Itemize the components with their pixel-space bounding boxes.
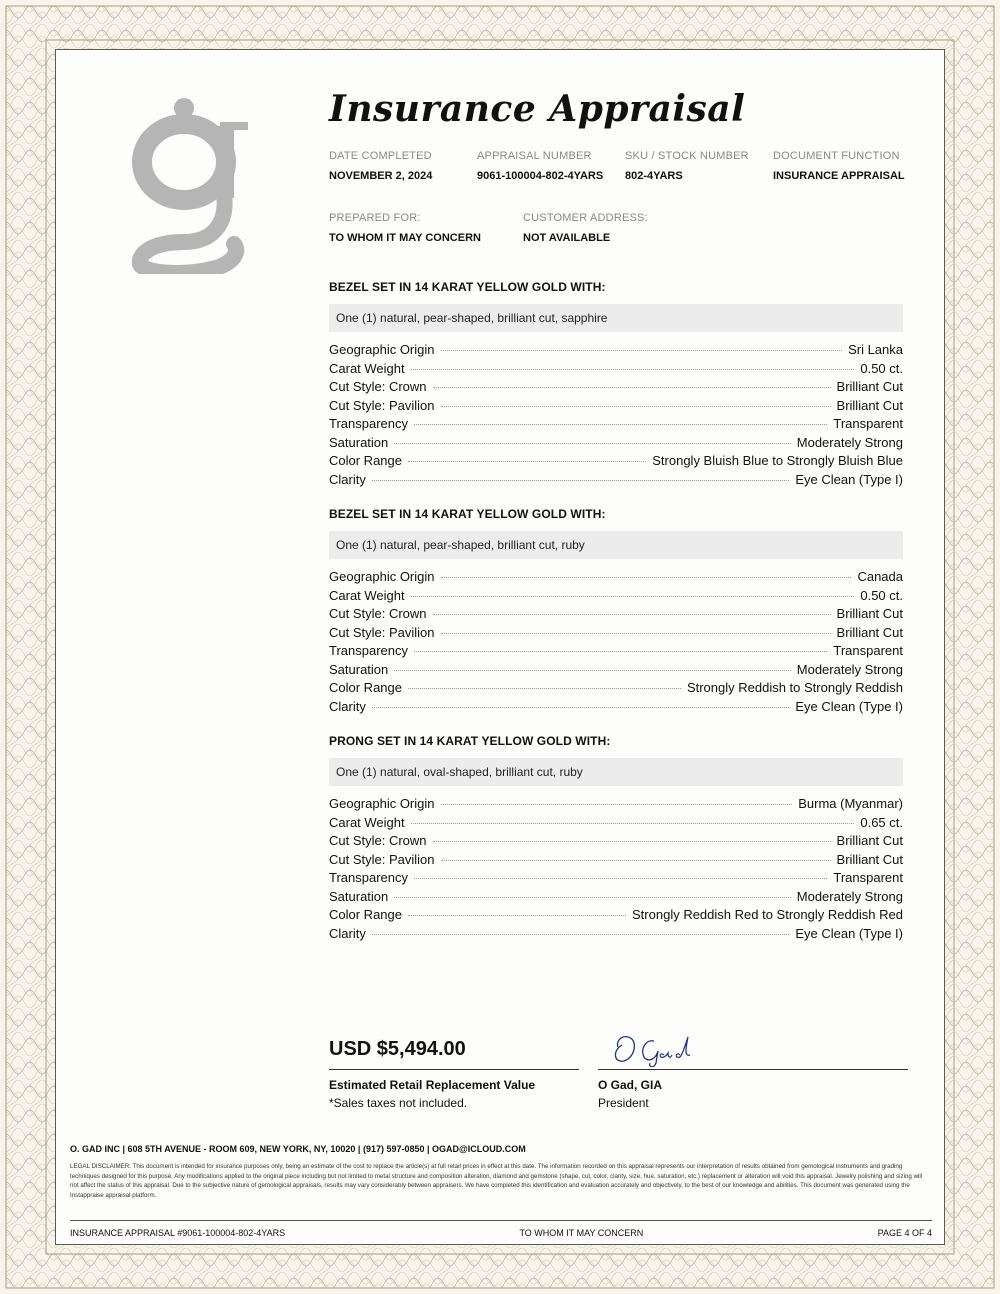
spec-row [329, 680, 903, 699]
spec-row [329, 625, 903, 644]
spec-label: Cut Style: Crown [329, 606, 427, 621]
spec-label: Geographic Origin [329, 569, 435, 584]
appraisal-meta [329, 150, 919, 182]
spec-value: Canada [857, 569, 903, 584]
spec-row [329, 588, 903, 607]
dot-leader [372, 934, 790, 935]
stone-description: One (1) natural, oval-shaped, brilliant cut, ruby [329, 758, 903, 786]
meta-value: 9061-100004-802-4YARS [477, 170, 604, 182]
spec-value: Moderately Strong [796, 888, 903, 904]
spec-label: Color Range [329, 907, 402, 922]
signature-block [598, 1035, 908, 1110]
meta-value: TO WHOM IT MAY CONCERN [329, 232, 481, 244]
valuation-label: Estimated Retail Replacement Value [329, 1078, 536, 1092]
valuation-block [329, 1035, 579, 1110]
spec-value: Burma (Myanmar) [798, 796, 903, 811]
spec-label: Transparency [329, 416, 408, 431]
section-heading: BEZEL SET IN 14 KARAT YELLOW GOLD WITH: [329, 280, 606, 294]
dot-leader [408, 688, 681, 689]
spec-value: Brilliant Cut [836, 624, 903, 640]
spec-label: Carat Weight [329, 360, 405, 376]
footer-appraisal-id: INSURANCE APPRAISAL #9061-100004-802-4YARS [70, 1228, 286, 1238]
spec-row [329, 643, 903, 662]
dot-leader [441, 633, 831, 634]
signer-title: President [598, 1096, 649, 1110]
dot-leader [408, 915, 626, 916]
dot-leader [411, 369, 855, 370]
spec-label: Saturation [329, 434, 389, 450]
spec-value: Strongly Reddish to Strongly Reddish [686, 680, 903, 695]
spec-row [329, 342, 903, 361]
spec-label: Cut Style: Crown [329, 833, 427, 848]
spec-row [329, 398, 903, 417]
spec-value: 0.65 ct. [860, 814, 903, 830]
spec-list [329, 796, 903, 944]
spec-row [329, 907, 903, 926]
meta-value: 802-4YARS [625, 170, 683, 182]
meta-label: SKU / STOCK NUMBER [625, 150, 749, 162]
spec-row [329, 870, 903, 889]
spec-row [329, 472, 903, 491]
spec-label: Cut Style: Crown [329, 379, 427, 394]
dot-leader [372, 707, 790, 708]
spec-value: Brilliant Cut [836, 833, 903, 848]
spec-label: Geographic Origin [329, 796, 435, 811]
spec-value: Transparent [833, 416, 903, 431]
stone-section-1 [329, 280, 903, 490]
spec-label: Clarity [329, 925, 366, 941]
dot-leader [394, 443, 791, 444]
spec-label: Transparency [329, 870, 408, 885]
meta-value: INSURANCE APPRAISAL [773, 170, 905, 182]
dot-leader [414, 651, 827, 652]
company-info: O. GAD INC | 608 5TH AVENUE - ROOM 609, NEW YORK, NY, 10020 | (917) 597-0850 | OGAD@ICLOUD.COM [70, 1144, 526, 1154]
prepared-for [329, 212, 523, 244]
spec-row [329, 435, 903, 454]
stone-description: One (1) natural, pear-shaped, brilliant cut, ruby [329, 531, 903, 559]
spec-row [329, 796, 903, 815]
page-title: Insurance Appraisal [329, 88, 746, 130]
dot-leader [411, 823, 855, 824]
spec-row [329, 833, 903, 852]
meta-date [329, 150, 477, 182]
dot-leader [414, 878, 827, 879]
spec-value: Brilliant Cut [836, 851, 903, 867]
dot-leader [394, 897, 791, 898]
spec-value: Eye Clean (Type I) [795, 471, 903, 487]
spec-value: Transparent [833, 643, 903, 658]
spec-label: Clarity [329, 471, 366, 487]
spec-value: Brilliant Cut [836, 397, 903, 413]
spec-label: Cut Style: Pavilion [329, 624, 435, 640]
dot-leader [433, 841, 831, 842]
stone-description: One (1) natural, pear-shaped, brilliant cut, sapphire [329, 304, 903, 332]
stone-section-2 [329, 507, 903, 717]
spec-row [329, 416, 903, 435]
handwritten-signature [608, 1033, 708, 1067]
meta-label: DOCUMENT FUNCTION [773, 150, 900, 162]
spec-row [329, 926, 903, 945]
spec-label: Color Range [329, 453, 402, 468]
meta-label: CUSTOMER ADDRESS: [523, 212, 648, 224]
meta-label: DATE COMPLETED [329, 150, 432, 162]
spec-label: Saturation [329, 888, 389, 904]
dot-leader [414, 424, 827, 425]
meta-value: NOT AVAILABLE [523, 232, 611, 244]
spec-row [329, 852, 903, 871]
spec-list [329, 342, 903, 490]
spec-label: Carat Weight [329, 587, 405, 603]
dot-leader [433, 387, 831, 388]
meta-label: APPRAISAL NUMBER [477, 150, 592, 162]
footer-recipient: TO WHOM IT MAY CONCERN [519, 1228, 644, 1238]
meta-document-function [773, 150, 921, 182]
prepared-info [329, 212, 717, 244]
spec-label: Clarity [329, 698, 366, 714]
spec-row [329, 361, 903, 380]
section-heading: BEZEL SET IN 14 KARAT YELLOW GOLD WITH: [329, 507, 606, 521]
spec-value: Moderately Strong [796, 661, 903, 677]
dot-leader [441, 406, 831, 407]
footer-page-number: PAGE 4 OF 4 [877, 1228, 932, 1238]
stone-section-3 [329, 734, 903, 944]
spec-label: Geographic Origin [329, 342, 435, 357]
spec-value: Sri Lanka [848, 342, 903, 357]
spec-row [329, 699, 903, 718]
spec-label: Carat Weight [329, 814, 405, 830]
spec-row [329, 453, 903, 472]
signer-name: O Gad, GIA [598, 1078, 663, 1092]
spec-value: Transparent [833, 870, 903, 885]
spec-value: Eye Clean (Type I) [795, 925, 903, 941]
meta-label: PREPARED FOR: [329, 212, 421, 224]
spec-row [329, 815, 903, 834]
spec-value: Brilliant Cut [836, 606, 903, 621]
dot-leader [408, 461, 646, 462]
spec-row [329, 889, 903, 908]
spec-value: Brilliant Cut [836, 379, 903, 394]
spec-label: Saturation [329, 661, 389, 677]
spec-row [329, 606, 903, 625]
spec-label: Cut Style: Pavilion [329, 397, 435, 413]
spec-label: Cut Style: Pavilion [329, 851, 435, 867]
spec-value: 0.50 ct. [860, 587, 903, 603]
meta-sku [625, 150, 773, 182]
spec-label: Color Range [329, 680, 402, 695]
page-footer [70, 1220, 932, 1243]
customer-address [523, 212, 717, 244]
appraisal-page [56, 50, 944, 1244]
replacement-value: USD $5,494.00 [329, 1035, 579, 1070]
spec-row [329, 379, 903, 398]
legal-disclaimer: LEGAL DISCLAIMER: This document is intended for insurance purposes only, being an estimate of the cost to replace the article(s) at full retail prices in effect at this date. The information recorded on this appraisal represents our interpretation of results obtained from gemological instruments and grading techniques designed for this purpose. Any modifications applied to the original piece including but not limited to metal structure and composition alteration, diamond and gemstone (shape, cut, color, clarity, size, hue, saturation, etc.) replacement or alteration will void this appraisal. Jewelry polishing and sizing will not affect the status of this appraisal. Due to the subjective nature of gemological appraisals, results may vary considerably between appraisers. We have completed this identification and evaluation accurately and objectively, to the best of our knowledge and abilities. This document was generated using the Instappraise appraisal platform. [70, 1163, 923, 1199]
meta-appraisal-number [477, 150, 625, 182]
spec-value: Moderately Strong [796, 434, 903, 450]
dot-leader [441, 860, 831, 861]
spec-value: Eye Clean (Type I) [795, 698, 903, 714]
spec-row [329, 662, 903, 681]
dot-leader [411, 596, 855, 597]
spec-row [329, 569, 903, 588]
dot-leader [433, 614, 831, 615]
dot-leader [372, 480, 790, 481]
dot-leader [441, 350, 843, 351]
g-monogram-icon [126, 94, 286, 274]
signature-line [598, 1035, 908, 1070]
section-heading: PRONG SET IN 14 KARAT YELLOW GOLD WITH: [329, 734, 611, 748]
dot-leader [394, 670, 791, 671]
spec-value: Strongly Reddish Red to Strongly Reddish Red [632, 907, 903, 922]
meta-value: NOVEMBER 2, 2024 [329, 170, 433, 182]
tax-note: *Sales taxes not included. [329, 1096, 468, 1110]
spec-list [329, 569, 903, 717]
spec-value: Strongly Bluish Blue to Strongly Bluish Blue [652, 453, 903, 468]
spec-label: Transparency [329, 643, 408, 658]
dot-leader [441, 804, 793, 805]
spec-value: 0.50 ct. [860, 360, 903, 376]
dot-leader [441, 577, 852, 578]
